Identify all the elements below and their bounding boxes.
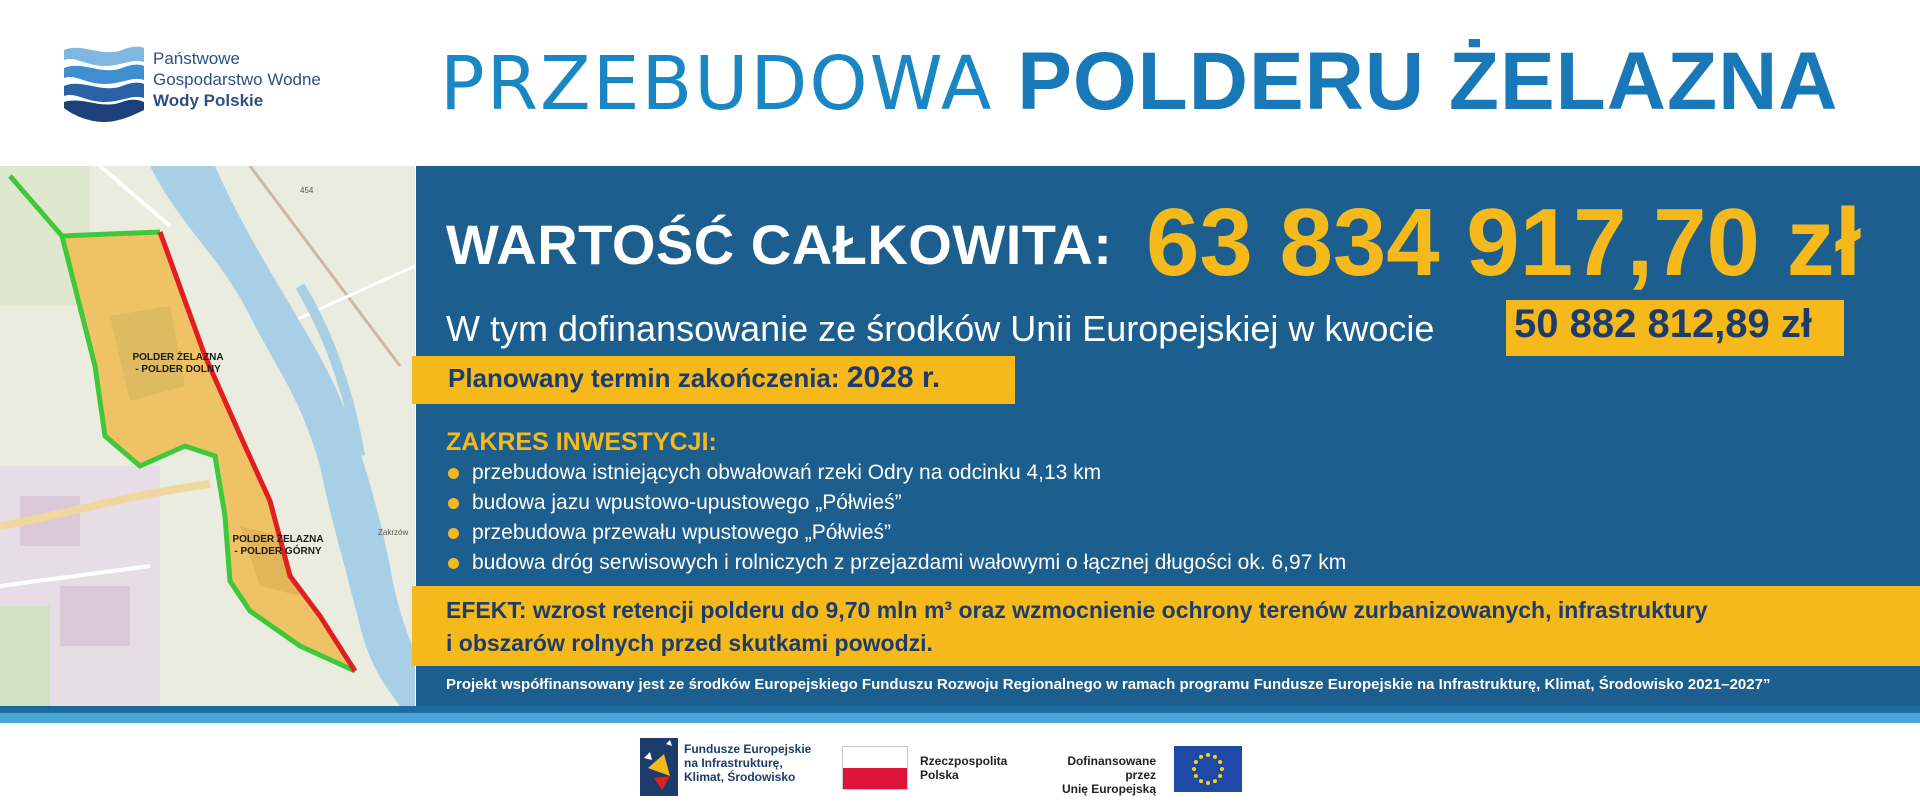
eu-cofunded-text [1036, 754, 1156, 796]
polder-upper-label-line2: - POLDER GÓRNY [234, 546, 322, 557]
fe-line-3: Klimat, Środowisko [684, 770, 796, 784]
total-value-amount: 63 834 917,70 zł [1146, 189, 1862, 296]
eu-star-icon [1206, 781, 1210, 785]
eu-funding-label: W tym dofinansowanie ze środków Unii Europejskiej w kwocie [446, 308, 1435, 349]
eu-star-icon [1213, 779, 1217, 783]
eu-star-icon [1220, 767, 1224, 771]
polder-upper-label-line1: POLDER ŻELAZNA [232, 534, 324, 545]
scope-item [446, 548, 1346, 578]
eu-star-icon [1218, 760, 1222, 764]
cofinancing-footnote: Projekt współfinansowany jest ze środków Europejskiego Funduszu Rozwoju Regionalnego w ramach programu Fundusze Europejskie na Infrastrukturę, Klimat, Środowisko 2021–2027” [446, 676, 1771, 693]
polder-lower-label [118, 352, 238, 376]
scope-title: ZAKRES INWESTYCJI: [446, 428, 717, 456]
scope-item-text: budowa jazu wpustowo-upustowego „Półwieś” [472, 491, 902, 514]
eu-star-icon [1194, 774, 1198, 778]
polder-lower-label-line2: - POLDER DOLNY [135, 364, 221, 375]
road-label: 454 [300, 186, 314, 195]
polish-flag-icon [842, 746, 908, 790]
organization-name [153, 48, 321, 111]
total-value-label: WARTOŚĆ CAŁKOWITA: [446, 213, 1113, 276]
fundusze-europejskie-logo-icon [640, 738, 678, 796]
polder-upper-label [218, 534, 338, 558]
map-image [0, 166, 415, 706]
wody-polskie-logo-icon [62, 44, 146, 122]
place-label: Zakrzów [378, 528, 409, 537]
scope-item-text: budowa dróg serwisowych i rolniczych z przejazdami wałowymi o łącznej długości ok. 6,97 km [472, 551, 1347, 574]
title-bold: POLDERU ŻELAZNA [1017, 36, 1839, 127]
fundusze-europejskie-text [684, 742, 811, 784]
deadline-label: Planowany termin zakończenia: [448, 363, 840, 393]
scope-item [446, 518, 1346, 548]
polder-lower-label-line1: POLDER ŻELAZNA [132, 352, 224, 363]
bullet-icon [448, 468, 459, 479]
eu-star-icon [1218, 774, 1222, 778]
bullet-icon [448, 498, 459, 509]
rzeczpospolita-text [920, 754, 1007, 782]
eu-star-icon [1206, 753, 1210, 757]
bullet-icon [448, 528, 459, 539]
eu-flag-icon [1174, 746, 1242, 792]
org-line-1: Państwowe [153, 49, 240, 68]
eu-funding-amount: 50 882 812,89 zł [1514, 302, 1813, 346]
fe-line-2: na Infrastrukturę, [684, 756, 783, 770]
eu-star-icon [1192, 767, 1196, 771]
divider-stripe-dark [0, 706, 1920, 713]
effect-text-line-2: i obszarów rolnych przed skutkami powodzi. [446, 630, 933, 656]
eu-star-icon [1213, 755, 1217, 759]
org-line-2: Gospodarstwo Wodne [153, 70, 321, 89]
eu-star-icon [1199, 779, 1203, 783]
scope-item [446, 458, 1346, 488]
completion-deadline [448, 361, 940, 395]
bullet-icon [448, 558, 459, 569]
scope-item-text: przebudowa istniejących obwałowań rzeki Odry na odcinku 4,13 km [472, 461, 1102, 484]
fe-line-1: Fundusze Europejskie [684, 742, 812, 756]
scope-item-text: przebudowa przewału wpustowego „Półwieś” [472, 521, 892, 544]
scope-list [446, 458, 1346, 578]
rp-line-1: Rzeczpospolita [920, 754, 1008, 768]
polder-map [0, 166, 415, 706]
rp-line-2: Polska [920, 768, 959, 782]
eu-star-icon [1194, 760, 1198, 764]
deadline-year: 2028 r. [846, 361, 941, 394]
ue-line-2: Unię Europejską [1061, 782, 1156, 796]
eu-star-icon [1199, 755, 1203, 759]
ue-line-1: Dofinansowane przez [1067, 754, 1156, 782]
scope-item [446, 488, 1346, 518]
divider-stripe-light [0, 713, 1920, 723]
org-line-3: Wody Polskie [153, 91, 264, 110]
effect-text-line-1: EFEKT: wzrost retencji polderu do 9,70 mln m³ oraz wzmocnienie ochrony terenów zurbanizowanych, infrastruktury [446, 597, 1708, 623]
page-title [440, 32, 1880, 134]
title-light: PRZEBUDOWA [440, 41, 994, 127]
